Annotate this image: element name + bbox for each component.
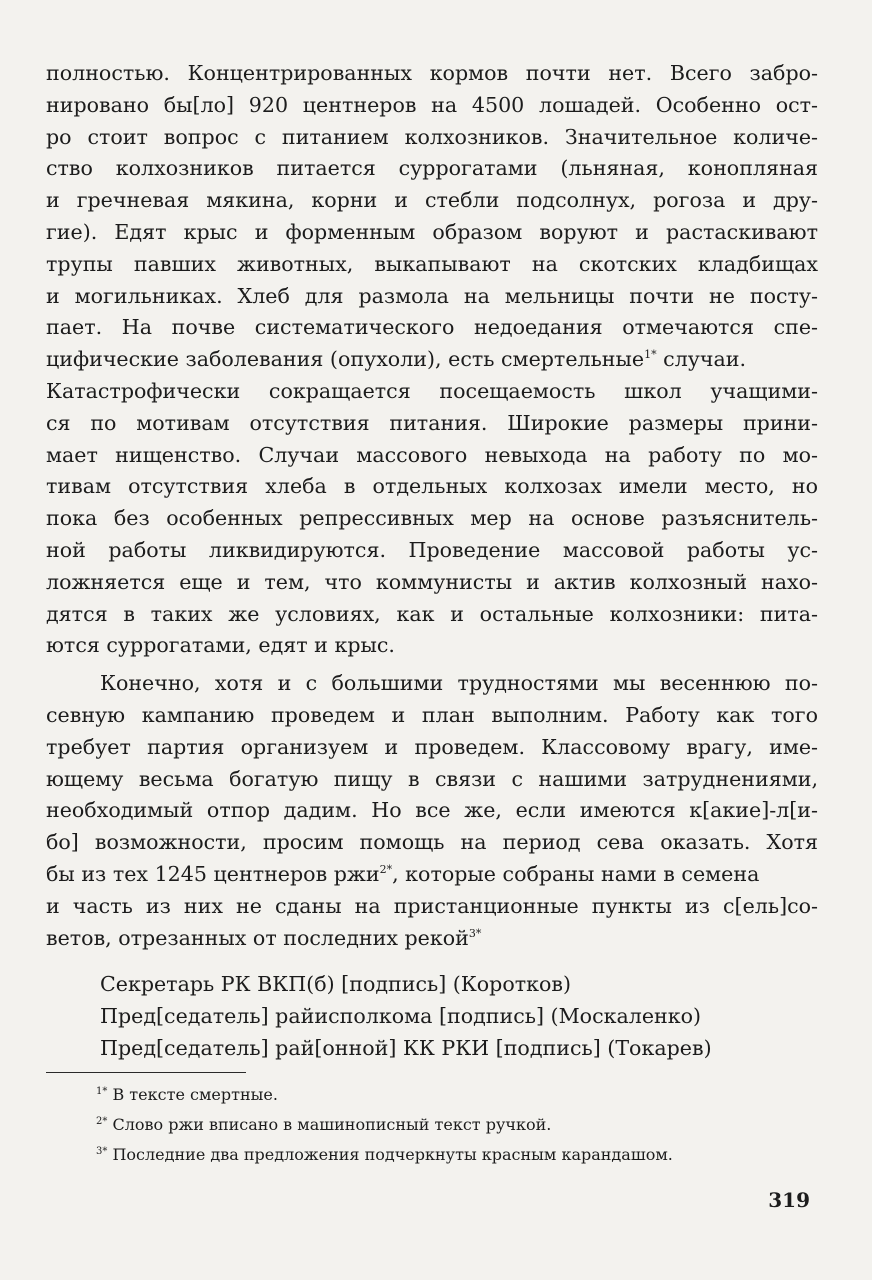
text-line [46, 344, 818, 376]
text-line: ро стоит вопрос с питанием колхозников. Значительное количе- [46, 124, 818, 149]
text-segment: случаи. [656, 347, 747, 372]
footnote-mark: 3* [96, 1146, 108, 1157]
text-line: тивам отсутствия хлеба в отдельных колхозах имели место, но [46, 474, 818, 499]
text-line: Катастрофически сокращается посещаемость школ учащими- [46, 378, 818, 403]
text-line: ложняется еще и тем, что коммунисты и актив колхозный нахо- [46, 569, 818, 594]
footnote-ref: 1* [644, 348, 657, 362]
text-line: ющему весьма богатую пищу в связи с нашими затруднениями, [46, 766, 818, 791]
text-line: пока без особенных репрессивных мер на основе разъяснитель- [46, 506, 818, 531]
text-line: полностью. Концентрированных кормов почти нет. Всего забро- [46, 61, 818, 85]
text-line: ются суррогатами, едят и крыс. [46, 633, 395, 658]
footnote-ref: 2* [379, 862, 393, 876]
text-line [46, 859, 818, 891]
footnote-mark: 2* [96, 1116, 108, 1127]
footnote [96, 1080, 673, 1110]
signature-block [100, 968, 712, 1064]
text-line: севную кампанию проведем и план выполним. Работу как того [46, 702, 818, 727]
text-line: ся по мотивам отсутствия питания. Широкие размеры прини- [46, 410, 818, 435]
text-line: бо] возможности, просим помощь на период сева оказать. Хотя [46, 830, 818, 855]
footnote [96, 1110, 673, 1140]
text-line: ство колхозников питается суррогатами (льняная, конопляная [46, 156, 818, 181]
signature-line: Пред[седатель] рай[онной] КК РКИ [подпись] (Токарев) [100, 1036, 712, 1060]
text-segment: цифические заболевания (опухоли), есть смертельные [46, 347, 645, 372]
footnote-text: Последние два предложения подчеркнуты красным карандашом. [107, 1145, 673, 1164]
text-line: гие). Едят крыс и форменным образом воруют и растаскивают [46, 219, 818, 244]
text-line: требует партия организуем и проведем. Классовому врагу, име- [46, 734, 818, 759]
text-line: дятся в таких же условиях, как и остальные колхозники: пита- [46, 601, 818, 626]
footnote-ref: 3* [468, 926, 482, 940]
text-line: пает. На почве систематического недоедания отмечаются спе- [46, 315, 818, 340]
footnote-text: В тексте смертные. [107, 1085, 278, 1104]
text-line: нировано бы[ло] 920 центнеров на 4500 лошадей. Особенно ост- [46, 92, 818, 117]
text-line: и могильниках. Хлеб для размола на мельницы почти не посту- [46, 283, 818, 308]
text-line: и гречневая мякина, корни и стебли подсолнух, рогоза и дру- [46, 188, 818, 213]
text-line: ной работы ликвидируются. Проведение массовой работы ус- [46, 537, 818, 562]
text-line: Конечно, хотя и с большими трудностями мы весеннюю по- [100, 671, 818, 696]
text-line: мает нищенство. Случаи массового невыхода на работу по мо- [46, 442, 818, 467]
signature-line: Секретарь РК ВКП(б) [подпись] (Коротков) [100, 972, 572, 996]
text-segment: ветов, отрезанных от последних рекой [46, 925, 469, 950]
signature-line: Пред[седатель] райисполкома [подпись] (Москаленко) [100, 1004, 702, 1028]
text-segment: бы из тех 1245 центнеров ржи [46, 861, 380, 886]
page-number: 319 [768, 1188, 810, 1212]
text-segment: , которые собраны нами в семена [392, 861, 760, 886]
footnote [96, 1140, 673, 1170]
footnotes [96, 1080, 673, 1170]
text-line: и часть из них не сданы на пристанционные пункты из с[ель]со- [46, 893, 818, 918]
footnote-text: Слово ржи вписано в машинописный текст ручкой. [107, 1115, 552, 1134]
text-line: необходимый отпор дадим. Но все же, если имеются к[акие]-л[и- [46, 798, 818, 823]
footnote-mark: 1* [96, 1086, 108, 1097]
text-line: трупы павших животных, выкапывают на скотских кладбищах [46, 251, 818, 276]
text-line [46, 923, 818, 955]
main-text [46, 58, 818, 954]
footnote-divider [46, 1072, 246, 1073]
